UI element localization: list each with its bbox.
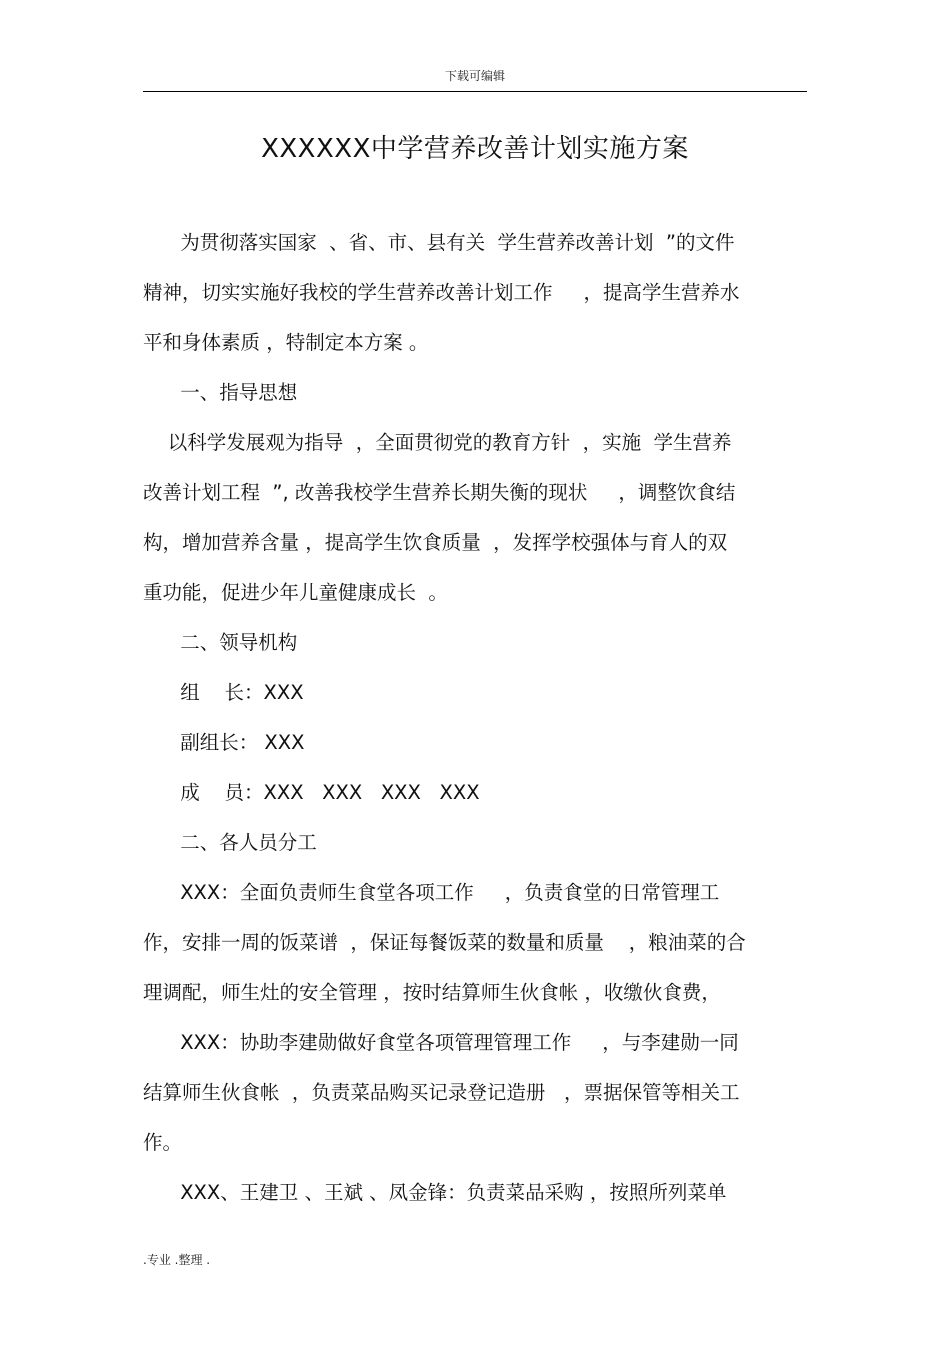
body-line: 改善计划工程 ”, 改善我校学生营养长期失衡的现状 ，调整饮食结 [143,481,736,504]
body-line: 作，安排一周的饭菜谱 ，保证每餐饭菜的数量和质量 ，粮油菜的合 [143,931,746,954]
body-line: XXX：协助李建勋做好食堂各项管理管理工作 ，与李建勋一同 [143,1031,739,1054]
body-line: 结算师生伙食帐 ，负责菜品购买记录登记造册 ，票据保管等相关工 [143,1081,740,1104]
body-line: 重功能，促进少年儿童健康成长 。 [143,581,448,604]
body-line: 为贯彻落实国家 、省、市、县有关 学生营养改善计划 ”的文件 [143,231,735,254]
body-line: 以科学发展观为指导 ，全面贯彻党的教育方针 ，实施 学生营养 [143,431,732,454]
section-heading: 一、指导思想 [143,381,298,404]
body-line: 精神，切实实施好我校的学生营养改善计划工作 ，提高学生营养水 [143,281,740,304]
body-line: 作。 [143,1131,183,1154]
body-line: 副组长： XXX [143,731,305,754]
page-header-text: 下载可编辑 [444,69,505,83]
body-line: XXX：全面负责师生食堂各项工作 ，负责食堂的日常管理工 [143,881,720,904]
body-line: 平和身体素质 ，特制定本方案 。 [143,331,429,354]
section-heading: 二、各人员分工 [143,831,317,854]
body-line: 成 员：XXX XXX XXX XXX [143,781,480,804]
document-title: XXXXXX中学营养改善计划实施方案 [261,134,689,164]
body-line: XXX、王建卫 、王斌 、凤金锋：负责菜品采购 ，按照所列菜单 [143,1181,727,1204]
page-footer-text: .专业 .整理 . [143,1253,211,1267]
section-heading: 二、领导机构 [143,631,298,654]
body-line: 理调配，师生灶的安全管理 ，按时结算师生伙食帐 ，收缴伙食费， [143,981,721,1004]
document-body [143,218,807,1218]
header-divider [143,91,807,92]
body-line: 构，增加营养含量 ，提高学生饮食质量 ，发挥学校强体与育人的双 [143,531,728,554]
body-line: 组 长：XXX [143,681,304,704]
